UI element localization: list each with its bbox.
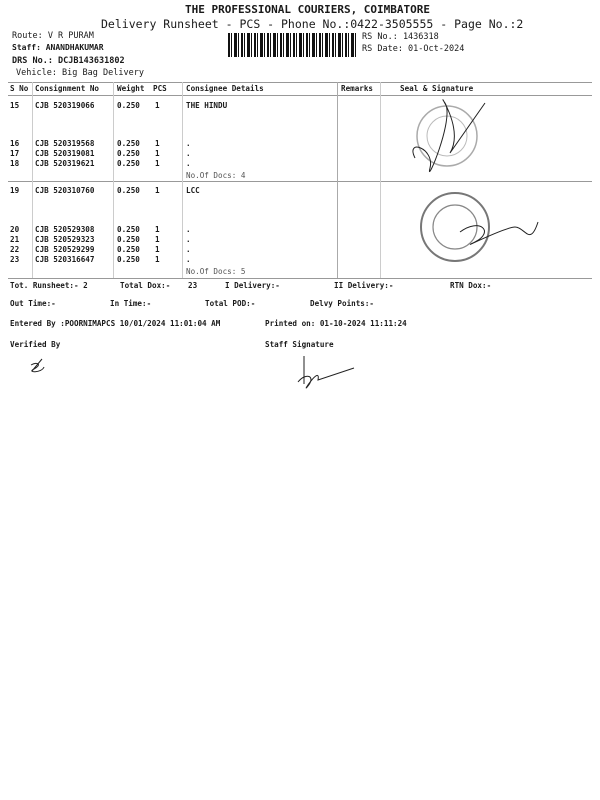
cell-consignment: CJB 520529323 xyxy=(35,235,95,244)
entered-by: Entered By :POORNIMAPCS 10/01/2024 11:01:04 AM xyxy=(10,319,221,328)
seal-signature-the-hindu xyxy=(405,98,505,178)
cell-consignment: CJB 520529299 xyxy=(35,245,95,254)
staff-signature xyxy=(296,354,356,390)
cell-weight: 0.250 xyxy=(117,186,140,195)
ii-delivery: II Delivery:- xyxy=(334,281,394,290)
delvy-points: Delvy Points:- xyxy=(310,299,375,308)
total-pod: Total POD:- xyxy=(205,299,256,308)
header-bottom-line xyxy=(8,95,592,96)
cell-sno: 18 xyxy=(10,159,20,168)
runsheet-subtitle: Delivery Runsheet - PCS - Phone No.:0422-3505555 - Page No.:2 xyxy=(101,17,524,31)
consignee-name: LCC xyxy=(186,186,200,195)
out-time: Out Time:- xyxy=(10,299,56,308)
col-sno: S No xyxy=(10,84,29,93)
cell-weight: 0.250 xyxy=(117,149,140,158)
docs-count: No.Of Docs: 5 xyxy=(186,267,246,276)
col-consignee: Consignee Details xyxy=(186,84,264,93)
cell-pcs: 1 xyxy=(155,101,160,110)
column-divider xyxy=(380,82,381,278)
cell-pcs: 1 xyxy=(155,255,160,264)
column-divider xyxy=(337,82,338,278)
cell-weight: 0.250 xyxy=(117,245,140,254)
cell-weight: 0.250 xyxy=(117,139,140,148)
cell-consignment: CJB 520319081 xyxy=(35,149,95,158)
rs-number: RS No.: 1436318 xyxy=(362,32,439,42)
group-divider xyxy=(8,181,592,182)
col-seal: Seal & Signature xyxy=(400,84,474,93)
col-remarks: Remarks xyxy=(341,84,374,93)
consignee-name: THE HINDU xyxy=(186,101,228,110)
total-dox-value: 23 xyxy=(188,281,198,290)
tot-runsheet: Tot. Runsheet:- 2 xyxy=(10,281,88,290)
route: Route: V R PURAM xyxy=(12,31,94,41)
cell-details: . xyxy=(186,235,191,244)
staff: Staff: ANANDHAKUMAR xyxy=(12,43,104,52)
verified-signature xyxy=(28,357,48,375)
cell-consignment: CJB 520316647 xyxy=(35,255,95,264)
cell-consignment: CJB 520319568 xyxy=(35,139,95,148)
cell-sno: 23 xyxy=(10,255,20,264)
cell-pcs: 1 xyxy=(155,225,160,234)
cell-consignment: CJB 520529308 xyxy=(35,225,95,234)
company-title: THE PROFESSIONAL COURIERS, COIMBATORE xyxy=(185,3,431,16)
verified-by: Verified By xyxy=(10,340,61,349)
cell-weight: 0.250 xyxy=(117,159,140,168)
table-top-line xyxy=(8,82,592,83)
cell-sno: 20 xyxy=(10,225,20,234)
cell-details: . xyxy=(186,225,191,234)
cell-weight: 0.250 xyxy=(117,225,140,234)
cell-details: . xyxy=(186,245,191,254)
cell-details: . xyxy=(186,159,191,168)
cell-details: . xyxy=(186,255,191,264)
rs-date: RS Date: 01-Oct-2024 xyxy=(362,44,465,54)
col-pcs: PCS xyxy=(153,84,167,93)
cell-pcs: 1 xyxy=(155,186,160,195)
cell-consignment: CJB 520310760 xyxy=(35,186,95,195)
vehicle: Vehicle: Big Bag Delivery xyxy=(16,68,144,78)
cell-pcs: 1 xyxy=(155,245,160,254)
cell-sno: 17 xyxy=(10,149,20,158)
column-divider xyxy=(32,82,33,278)
docs-count: No.Of Docs: 4 xyxy=(186,171,246,180)
cell-details: . xyxy=(186,139,191,148)
staff-signature-label: Staff Signature xyxy=(265,340,334,349)
cell-weight: 0.250 xyxy=(117,255,140,264)
col-consignment: Consignment No xyxy=(35,84,100,93)
cell-pcs: 1 xyxy=(155,139,160,148)
cell-pcs: 1 xyxy=(155,159,160,168)
cell-sno: 15 xyxy=(10,101,20,110)
col-weight: Weight xyxy=(117,84,145,93)
cell-weight: 0.250 xyxy=(117,101,140,110)
drs-number: DRS No.: DCJB143631802 xyxy=(12,56,125,66)
column-divider xyxy=(182,82,183,278)
printed-on: Printed on: 01-10-2024 11:11:24 xyxy=(265,319,407,328)
total-dox-label: Total Dox:- xyxy=(120,281,171,290)
column-divider xyxy=(113,82,114,278)
table-bottom-line xyxy=(8,278,592,279)
cell-pcs: 1 xyxy=(155,149,160,158)
cell-pcs: 1 xyxy=(155,235,160,244)
cell-consignment: CJB 520319066 xyxy=(35,101,95,110)
i-delivery: I Delivery:- xyxy=(225,281,280,290)
cell-details: . xyxy=(186,149,191,158)
cell-weight: 0.250 xyxy=(117,235,140,244)
cell-sno: 22 xyxy=(10,245,20,254)
cell-sno: 19 xyxy=(10,186,20,195)
cell-consignment: CJB 520319621 xyxy=(35,159,95,168)
seal-signature-lcc xyxy=(420,187,560,272)
in-time: In Time:- xyxy=(110,299,152,308)
cell-sno: 16 xyxy=(10,139,20,148)
cell-sno: 21 xyxy=(10,235,20,244)
rtn-dox: RTN Dox:- xyxy=(450,281,492,290)
barcode xyxy=(228,33,356,57)
